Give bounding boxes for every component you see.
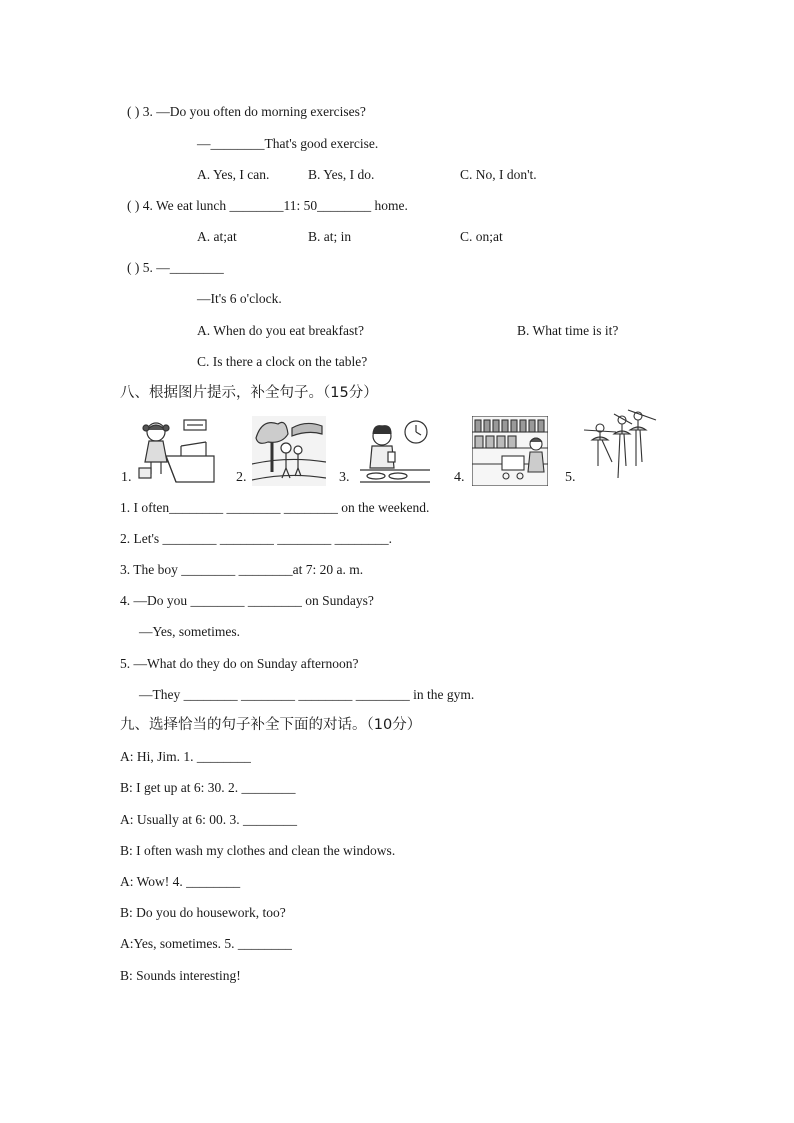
dialogue-line-4: B: I often wash my clothes and clean the windows. (120, 843, 396, 858)
q5-reply: —It's 6 o'clock. (197, 291, 282, 306)
dialogue-line-2: B: I get up at 6: 30. 2. ________ (120, 780, 296, 795)
q5-option-b: B. What time is it? (517, 323, 619, 338)
part8-sentence-1: 1. I often________ ________ ________ on the weekend. (120, 500, 430, 515)
q5-stem: ( ) 5. —________ (127, 260, 224, 275)
q4-option-c: C. on;at (460, 229, 503, 244)
supermarket-shopping-picture (472, 416, 548, 486)
dialogue-line-5: A: Wow! 4. ________ (120, 874, 241, 889)
q4-option-a: A. at;at (197, 229, 237, 244)
q5-option-c: C. Is there a clock on the table? (197, 354, 368, 369)
dialogue-line-3: A: Usually at 6: 00. 3. ________ (120, 812, 297, 827)
part8-sentence-5: 5. —What do they do on Sunday afternoon? (120, 656, 359, 671)
q3-option-b: B. Yes, I do. (308, 167, 375, 182)
part8-sentence-4: 4. —Do you ________ ________ on Sundays? (120, 593, 374, 608)
q3-reply: —________That's good exercise. (197, 136, 379, 151)
q3-option-a: A. Yes, I can. (197, 167, 270, 182)
dialogue-line-1: A: Hi, Jim. 1. ________ (120, 749, 251, 764)
part8-sentence-2: 2. Let's ________ ________ ________ ________. (120, 531, 393, 546)
girls-dancing-ballet-picture (578, 406, 660, 488)
q3-stem: ( ) 3. —Do you often do morning exercises? (127, 104, 366, 119)
dialogue-line-8: B: Sounds interesting! (120, 968, 241, 983)
q3-option-c: C. No, I don't. (460, 167, 537, 182)
part9-heading: 九、选择恰当的句子补全下面的对话。（10分） (120, 717, 422, 733)
dialogue-line-6: B: Do you do housework, too? (120, 905, 286, 920)
boy-eating-breakfast-picture (360, 418, 430, 484)
q5-option-a: A. When do you eat breakfast? (197, 323, 364, 338)
part8-sentence-4-reply: —Yes, sometimes. (139, 624, 241, 639)
picture-number-5: 5. (565, 470, 576, 485)
q4-option-b: B. at; in (308, 229, 352, 244)
children-park-picture (252, 416, 326, 486)
picture-number-1: 1. (121, 470, 132, 485)
part8-sentence-5-reply: —They ________ ________ ________ ________ in the gym. (139, 687, 475, 702)
picture-number-4: 4. (454, 470, 465, 485)
girl-cleaning-room-picture (136, 416, 218, 486)
part8-heading: 八、根据图片提示，补全句子。（15分） (120, 385, 378, 401)
picture-number-2: 2. (236, 470, 247, 485)
q4-stem: ( ) 4. We eat lunch ________11: 50________ home. (127, 198, 408, 213)
part8-sentence-3: 3. The boy ________ ________at 7: 20 a. m. (120, 562, 364, 577)
dialogue-line-7: A:Yes, sometimes. 5. ________ (120, 936, 292, 951)
picture-number-3: 3. (339, 470, 350, 485)
